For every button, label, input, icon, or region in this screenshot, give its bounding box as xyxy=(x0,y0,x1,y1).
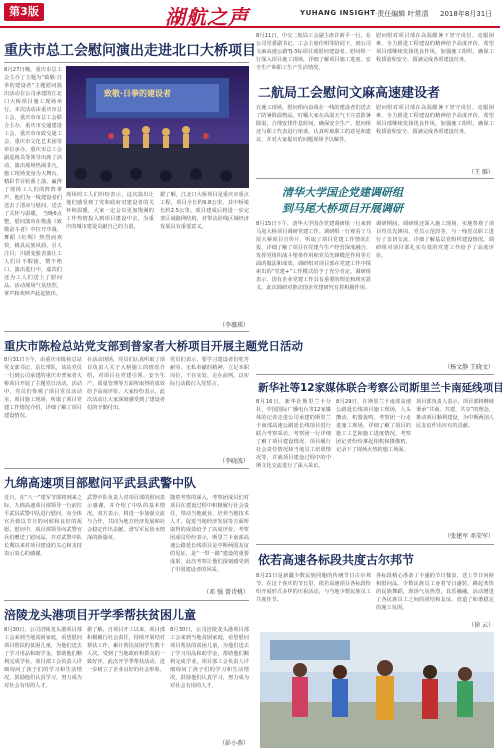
article-paragraph: 慰问组对项目部在高温酷暑下坚守岗位、克服困难、全力推进工程建设的精神给予高度评价，希望项目部继续发扬优良作风，加强施工组织，确保工程质量和安全，圆满完成各项建设任务。 xyxy=(376,105,494,135)
article-body-armed-police-cont2 xyxy=(170,494,249,586)
article-body-party-day xyxy=(4,356,82,464)
article-byline: （李晓波） xyxy=(218,458,249,465)
article-byline: （邓 强 曾诗桃） xyxy=(203,589,249,596)
article-paragraph: 8月15日下午，清华大学国企党建调研组一行来到马尾大桥项目调研党建工作。调研组一行观看了马尾大桥项目宣传片，听取了项目党建工作情况汇报，详细了解了项目在党建与生产经营深度融合、发挥党组织战斗堡垒作用和党员先锋模范作用等方面的做法和成效。调研组对项目部在党建工作中探索出的“党建+”工作模式给予了充分肯定。调研组表示，国有企业党建工作具有重要的理论和现实意义，此次调研对推动国企党建研究有着积极作用。 xyxy=(256,221,371,291)
divider xyxy=(256,374,494,375)
article-paragraph: 8月30日，公司涪陵龙头港项目部工会来到当地贫困家庭，看望慰问项目帮扶的贫困儿童，为他们送去了学习用品和助学金，帮助他们顺利完成学业。项目部工会负责人详细询问了孩子们的学习和生活情况，鼓励他们认真学习，努力成为对社会有用的人才。 xyxy=(170,627,249,689)
article-paragraph: 近日，在“八一”建军节即将到来之际，九绵高速项目部领导一行前往平武县武警中队进行慰问，向全体官兵致以节日的问候和良好的祝愿。慰问中，项目部领导向武警官兵们赠送了慰问品，并对武警中队长期以来对项目建设的关心和支持表示衷心的感谢。 xyxy=(4,495,83,557)
article-body-armed-police xyxy=(4,494,82,596)
article-paragraph: 在活动现场，党员们认真听取了项目负责人关于大桥施工的情况介绍，对项目在党建引领、安全生产、质量管理等方面所取得的成效给予高度评价。大家纷纷表示，此次活动让大家深刻感受到了建设者们的辛勤付出。 xyxy=(87,357,165,411)
article-paragraph: 8月27日晚，重庆市总工会主办了主题为“致敬·日拳的建设者”主题慰问演出活动在公司承建的江北口大桥项目施工现场举行。本次活动由重庆市总工会、重庆市市总工会联合主办，重庆市交通建设工会、重庆市市政交通工会、重庆市文化艺术团等单位承办。重庆市总工会副巡视员等领导出席了活动。演出现场热闹非凡，施工现场变身为大舞台，精彩节目轮番上演，赢得了现场工人们的阵阵掌声。他们为一线建设者们送去了清凉与慰问，送去了关怀与温暖。 xyxy=(4,67,62,217)
article-body-party-day-cont xyxy=(87,356,165,464)
headline-tsinghua-line1: 清华大学国企党建调研组 xyxy=(282,186,403,199)
article-body-wenma xyxy=(256,104,371,174)
article-body-armed-police-cont xyxy=(87,494,165,596)
headline-armed-police-visit: 九绵高速项目部慰问平武县武警中队 xyxy=(4,476,197,490)
divider xyxy=(4,331,249,332)
article-paragraph: 8月21日是新疆少数民族同胞的传统节日古尔邦节。在这个喜庆的节日里，依若高速项目各标段纷纷开展形式多样的庆祝活动，与当地少数民族员工共度佳节。 xyxy=(256,573,371,603)
article-body-wenma-cont xyxy=(376,104,494,166)
article-body-eid xyxy=(256,572,371,622)
article-paragraph: 党员们表示，要学习建设者们吃苦耐劳、无私奉献的精神，立足本职岗位，干在实处、走在前列，以实际行动践行入党誓言。 xyxy=(170,357,249,387)
article-paragraph: 当晚6点整，慰问演出在歌曲《致敬奋斗者》中拉开序幕，舞蹈《红绸》热烈而欢快，极具民族风韵，引人注目；川剧变脸表演让工人们目不暇接，赞不绝口。演出进行中，嘉宾们还为工人们送上了慰问品。活动现场气氛热烈，掌声和欢呼声此起彼伏。 xyxy=(4,211,62,297)
article-paragraph: 调研期间，调研组还深入施工现场，实地参观了项目党员先锋岗、党员示范段等，与一线党员职工进行了亲切交流，详细了解基层党组织建设情况。调研组对项目部扎实有效的党建工作给予了高度评价。 xyxy=(376,221,494,259)
article-paragraph: 8月29日，在斯里兰卡南部高速公路延长线项目施工现场，人头攒动，机器轰鸣，考察团一行走进施工现场，详细了解了项目的施工工艺和施工进度情况。考察团记者纷纷拿起相机和摄像机，记录下了现场火热的施工场面。 xyxy=(336,399,411,453)
section-name: YUHANG INSIGHT xyxy=(300,9,376,17)
festival-celebration-photo xyxy=(260,632,494,748)
headline-party-day: 重庆市陈检总站党支部到普家者大桥项目开展主题党日活动 xyxy=(4,339,303,353)
article-paragraph: 武警中队负责人对项目部的慰问表示感谢，并介绍了中队的基本情况。双方表示，将进一步加强交流与合作，共同为地方经济发展和社会稳定作出贡献，谱写军民鱼水情深的新篇章。 xyxy=(87,495,165,541)
article-paragraph: 随着考察的深入，考察团成员们对项目在建设过程中积极履行社会责任、带动当地就业、培养当地技术人才、促进当地经济发展等方面所取得的成效给予了高度评价。考察团成员纷纷表示，斯里兰卡南部高速公路延长线项目是中斯两国友谊的见证，是“一带一路”建设的重要成果，此次考察让他们深刻感受到了中国建设者的风采。 xyxy=(170,495,249,573)
article-paragraph: 据了解，自项目开工以来，项目部积极履行社会责任，持续开展结对帮扶工作，累计帮扶贫困学生数十人次，受到了当地政府和群众的一致好评。此次开学季帮扶活动，进一步树立了企业良好的社会形象。 xyxy=(87,627,165,673)
page-header xyxy=(0,0,500,28)
stage-photo-illustration xyxy=(66,66,249,188)
headline-fuling-aid: 涪陵龙头港项目开学季帮扶贫困儿童 xyxy=(4,608,197,622)
divider xyxy=(4,600,249,601)
article-body-media-tour-cont xyxy=(336,398,411,538)
article-paragraph: 项目部负责人表示，项目部将继续秉承“共商、共建、共享”的理念，推动项目顺利建设，为中斯两国人民友谊作出应有的贡献。 xyxy=(416,399,495,429)
article-byline: （李薇瑛） xyxy=(218,322,249,329)
article-byline: （徐 云） xyxy=(468,622,494,629)
article-body-tsinghua-cont xyxy=(376,220,494,362)
performance-stage-photo xyxy=(66,66,249,188)
article-paragraph: 在施工现场，慰问组向奋战在一线的建设者们送去了防暑降温物品，叮嘱大家在高温天气下注意防暑降温，合理安排作息时间，确保安全生产。慰问组还与职工代表进行座谈，认真听取职工的意见和建议，并对大家提出的问题现场予以解答。 xyxy=(256,105,371,143)
festival-photo-illustration xyxy=(260,632,494,748)
issue-date: 2018年8月31日 xyxy=(440,10,493,18)
divider xyxy=(256,178,494,179)
article-body-media-tour xyxy=(256,398,331,538)
headline-tsinghua-line2: 到马尾大桥项目开展调研 xyxy=(282,202,403,215)
article-paragraph: 据了解，江北口大桥项目是重庆市重点工程，项目全长约9.8公里，其中桥梁长约2.5公里。项目建成后将进一步完善区域路网结构，对带动沿线区域经济发展具有重要意义。 xyxy=(160,192,249,230)
stage-banner-text: 致敬·日拳的建设者 xyxy=(104,89,172,98)
article-body-union-performance xyxy=(4,66,62,328)
article-body-union-performance-cont xyxy=(66,191,154,328)
article-byline: （彭小燕） xyxy=(218,740,249,747)
article-paragraph: 现场的工人们纷纷表示，这次演出让他们感受到了党和政府对建设者的关怀和温暖，大家一定会以更加饱满的工作热情投入到项目建设中去，为重庆的城市建设贡献自己的力量。 xyxy=(66,192,154,230)
article-body-fuling-cont2 xyxy=(170,626,249,738)
headline-wenma-visit: 二航局工会慰问文麻高速建设者 xyxy=(258,86,441,101)
divider xyxy=(4,468,249,469)
article-paragraph: 各标段精心准备了丰盛的节日餐食，送上节日问候和慰问品。少数民族员工身着节日盛装，跳起欢快的民族舞蹈，现场气氛热烈，其乐融融。活动增进了各民族员工之间的团结和友谊，营造了和谐稳定的施工氛围。 xyxy=(376,573,494,611)
article-paragraph: 8月16日，新华社斯里兰卡分社、中国国际广播电台等12家媒体的记者走进公司承建的斯里兰卡南部高速公路延长线项目进行联合考察采访。考察团一行详细了解了项目建设情况、项目履行社会责任情况和当地员工培训情况等，并就项目建设过程中的中斯文化交流进行了深入采访。 xyxy=(256,399,331,469)
article-byline: （王 维） xyxy=(468,169,494,176)
article-byline: （张建军 邓荣军） xyxy=(444,533,494,540)
article-body-wenma-intro xyxy=(256,32,371,77)
editor-credit: ·责任编辑 叶常清 xyxy=(375,10,429,18)
headline-union-performance: 重庆市总工会慰问演出走进北口大桥项目 xyxy=(4,43,256,59)
article-body-union-performance-cont2 xyxy=(160,191,249,319)
article-byline: （杨文静 王晓文） xyxy=(444,364,494,371)
article-body-eid-cont xyxy=(376,572,494,622)
article-body-party-day-cont2 xyxy=(170,356,249,456)
article-body-wenma-intro2 xyxy=(376,32,494,77)
article-body-fuling-cont xyxy=(87,626,165,746)
article-paragraph: 慰问组对项目部在高温酷暑下坚守岗位、克服困难、全力推进工程建设的精神给予高度评价，希望项目部继续发扬优良作风，加强施工组织，确保工程质量和安全，圆满完成各项建设任务。 xyxy=(376,33,494,63)
article-body-fuling xyxy=(4,626,82,746)
divider xyxy=(256,544,494,545)
headline-eid-festival: 依若高速各标段共度古尔邦节 xyxy=(258,553,415,567)
headline-media-tour: 新华社等12家媒体联合考察公司斯里兰卡南延线项目 xyxy=(258,382,504,394)
article-paragraph: 8月30日，公司涪陵龙头港项目部工会来到当地贫困家庭，看望慰问项目帮扶的贫困儿童，为他们送去了学习用品和助学金，帮助他们顺利完成学业。项目部工会负责人详细询问了孩子们的学习和生活情况，鼓励他们认真学习，努力成为对社会有用的人才。 xyxy=(4,627,82,689)
article-body-media-tour-cont2 xyxy=(416,398,494,530)
article-paragraph: 8月11日，中交二航局工会副主席许新平一行，在公司党委副书记、工会主席任明等陪同下，到公司文麻高速公路TJ-3标项目部慰问建设者。慰问组一行深入项目施工现场，详细了解项目施工进度、安全生产和职工生产生活情况。 xyxy=(256,33,371,71)
divider xyxy=(4,62,249,63)
page-number-badge: 第3版 xyxy=(4,3,44,21)
article-paragraph: 8月31日下午，由重庆市陈检总站党支部书记、站长带队，该站党员一行到公司承建的重庆市普家者大桥项目开展了主题党日活动。活动中，党员们参观了项目党员活动室、项目施工现场，听取了项目党建工作情况介绍，详细了解了项目建设情况。 xyxy=(4,357,82,419)
newspaper-masthead: 湖航之声 xyxy=(165,5,249,29)
